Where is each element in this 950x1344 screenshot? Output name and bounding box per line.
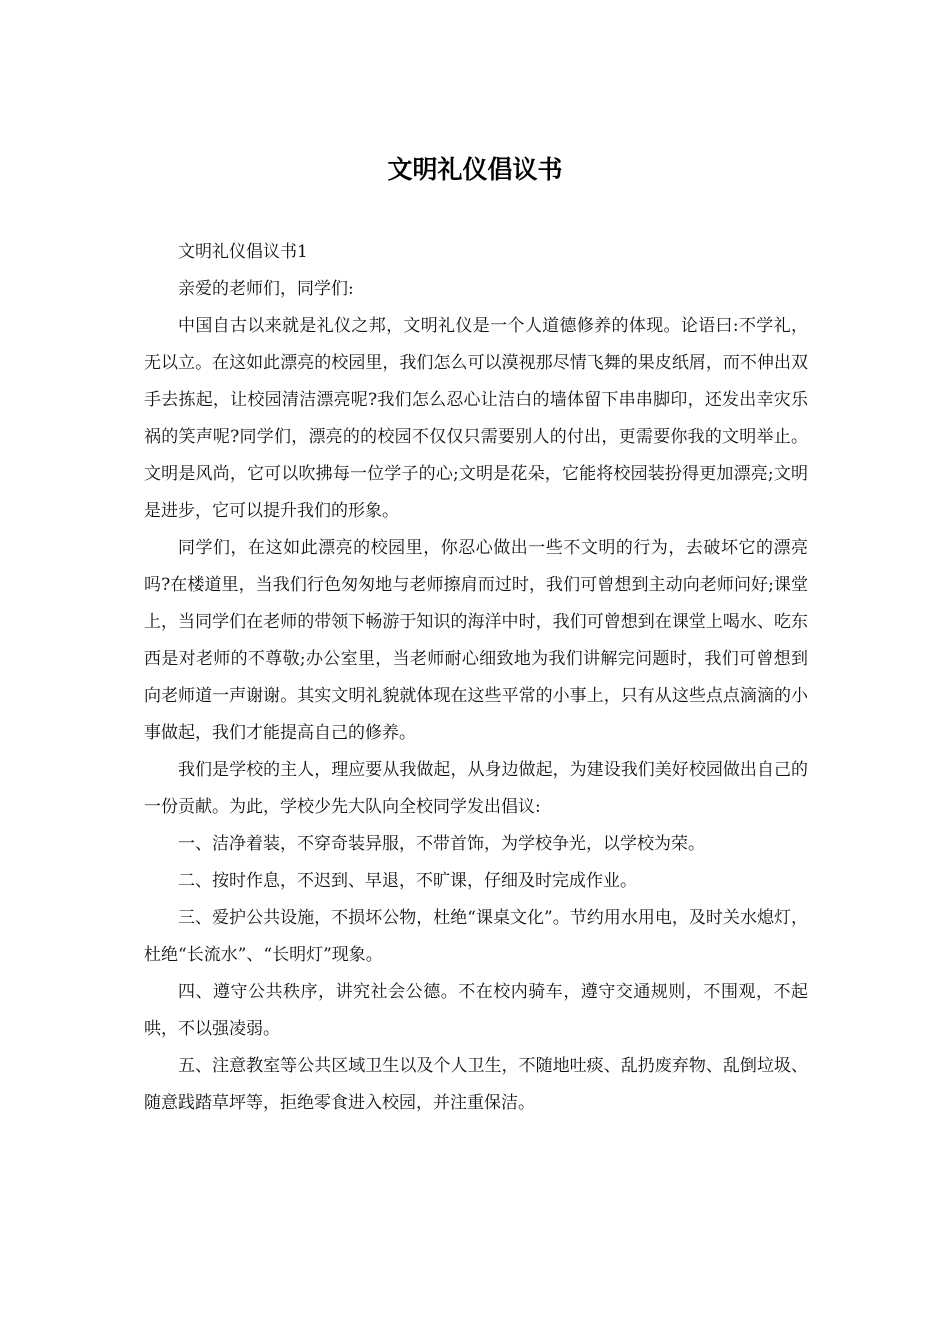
paragraph-salutation: 亲爱的老师们，同学们: bbox=[178, 279, 354, 299]
document-title: 文明礼仪倡议书 bbox=[387, 155, 563, 184]
list-item: 四、遵守公共秩序，讲究社会公德。不在校内骑车，遵守交通规则，不围观，不起哄，不以强凌弱。 bbox=[144, 982, 808, 1039]
document-body bbox=[144, 234, 808, 1122]
list-item: 一、洁净着装，不穿奇装异服，不带首饰，为学校争光，以学校为荣。 bbox=[178, 834, 705, 854]
paragraph-heading: 文明礼仪倡议书1 bbox=[178, 242, 308, 262]
list-item: 五、注意教室等公共区域卫生以及个人卫生，不随地吐痰、乱扔废弃物、乱倒垃圾、随意践踏草坪等，拒绝零食进入校园，并注重保洁。 bbox=[144, 1056, 808, 1113]
paragraph: 我们是学校的主人，理应要从我做起，从身边做起，为建设我们美好校园做出自己的一份贡献。为此，学校少先大队向全校同学发出倡议: bbox=[144, 760, 808, 817]
paragraph: 同学们，在这如此漂亮的校园里，你忍心做出一些不文明的行为，去破坏它的漂亮吗?在楼道里，当我们行色匆匆地与老师擦肩而过时，我们可曾想到主动向老师问好;课堂上，当同学们在老师的带领下畅游于知识的海洋中时，我们可曾想到在课堂上喝水、吃东西是对老师的不尊敬;办公室里，当老师耐心细致地为我们讲解完问题时，我们可曾想到向老师道一声谢谢。其实文明礼貌就体现在这些平常的小事上，只有从这些点点滴滴的小事做起，我们才能提高自己的修养。 bbox=[144, 538, 808, 743]
list-item: 三、爱护公共设施，不损坏公物，杜绝“课桌文化”。节约用水用电，及时关水熄灯，杜绝“长流水”、“长明灯”现象。 bbox=[144, 908, 808, 965]
paragraph: 中国自古以来就是礼仪之邦，文明礼仪是一个人道德修养的体现。论语曰:不学礼，无以立。在这如此漂亮的校园里，我们怎么可以漠视那尽情飞舞的果皮纸屑，而不伸出双手去拣起，让校园清洁漂亮呢?我们怎么忍心让洁白的墙体留下串串脚印，还发出幸灾乐祸的笑声呢?同学们，漂亮的的校园不仅仅只需要别人的付出，更需要你我的文明举止。文明是风尚，它可以吹拂每一位学子的心;文明是花朵，它能将校园装扮得更加漂亮;文明是进步，它可以提升我们的形象。 bbox=[144, 316, 808, 521]
list-item: 二、按时作息，不迟到、早退，不旷课，仔细及时完成作业。 bbox=[178, 871, 637, 891]
